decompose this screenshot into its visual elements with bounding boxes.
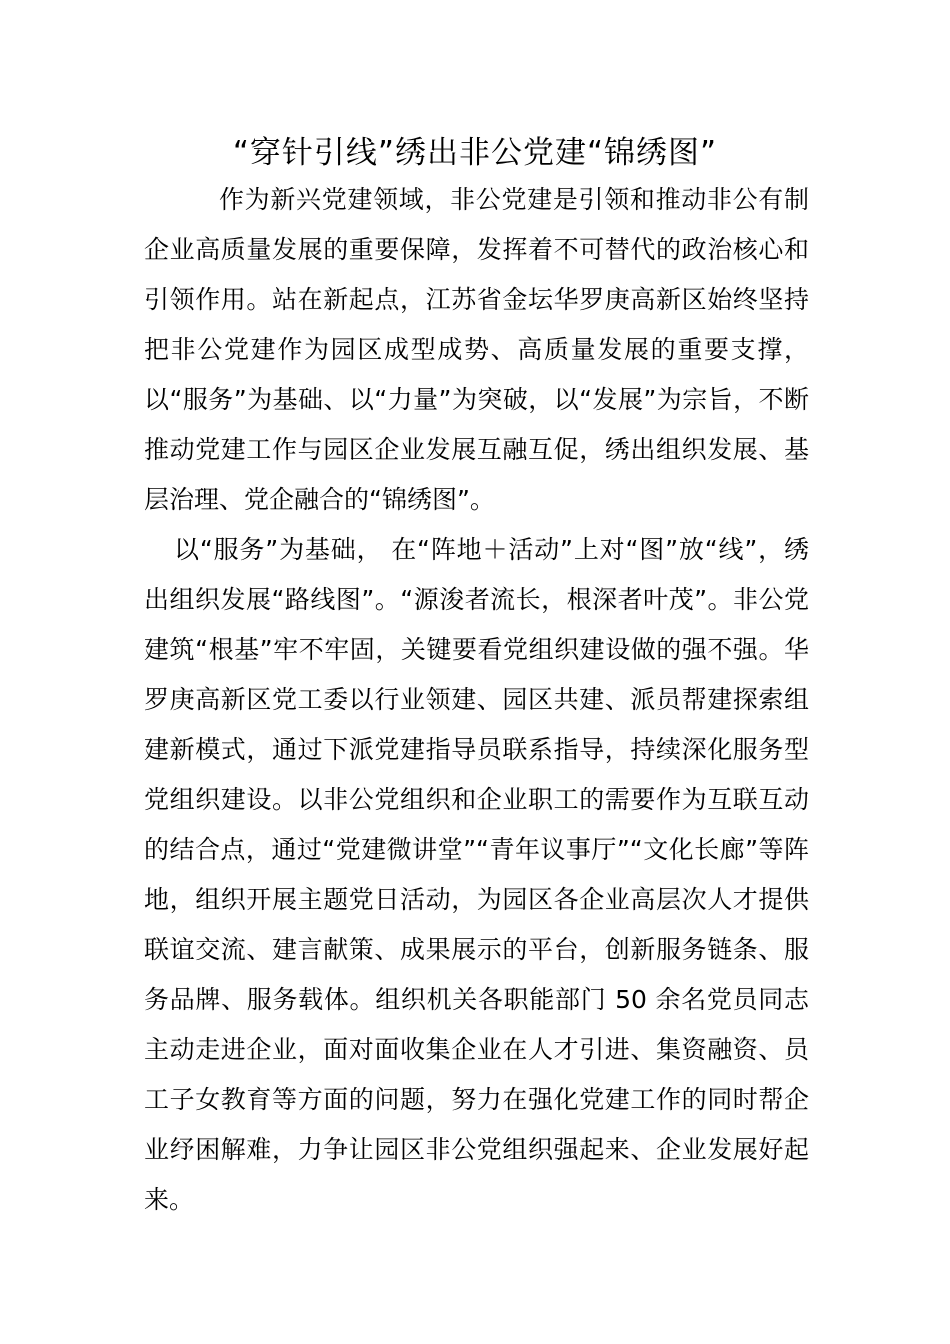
document-title: “穿针引线”绣出非公党建“锦绣图” (232, 135, 718, 171)
paragraph-intro: 作为新兴党建领域，非公党建是引领和推动非公有制企业高质量发展的重要保障，发挥着不可替代的政治核心和引领作用。站在新起点，江苏省金坛华罗庚高新区始终坚持把非公党建作为园区成型成势、高质量发展的重要支撑，以“服务”为基础、以“力量”为突破，以“发展”为宗旨，不断推动党建工作与园区企业发展互融互促，绣出组织发展、基层治理、党企融合的“锦绣图”。 (144, 185, 809, 514)
document-body (144, 175, 809, 1225)
paragraph-service: 以“服务”为基础， 在“阵地＋活动”上对“图”放“线”，绣出组织发展“路线图”。“源浚者流长，根深者叶茂”。非公党建筑“根基”牢不牢固，关键要看党组织建设做的强不强。华罗庚高新区党工委以行业领建、园区共建、派员帮建探索组建新模式，通过下派党建指导员联系指导，持续深化服务型党组织建设。以非公党组织和企业职工的需要作为互联互动的结合点，通过“党建微讲堂”“青年议事厅”“文化长廊”等阵地，组织开展主题党日活动，为园区各企业高层次人才提供联谊交流、建言献策、成果展示的平台，创新服务链条、服务品牌、服务载体。组织机关各职能部门 50 余名党员同志主动走进企业，面对面收集企业在人才引进、集资融资、员工子女教育等方面的问题，努力在强化党建工作的同时帮企业纾困解难，力争让园区非公党组织强起来、企业发展好起来。 (144, 535, 809, 1214)
